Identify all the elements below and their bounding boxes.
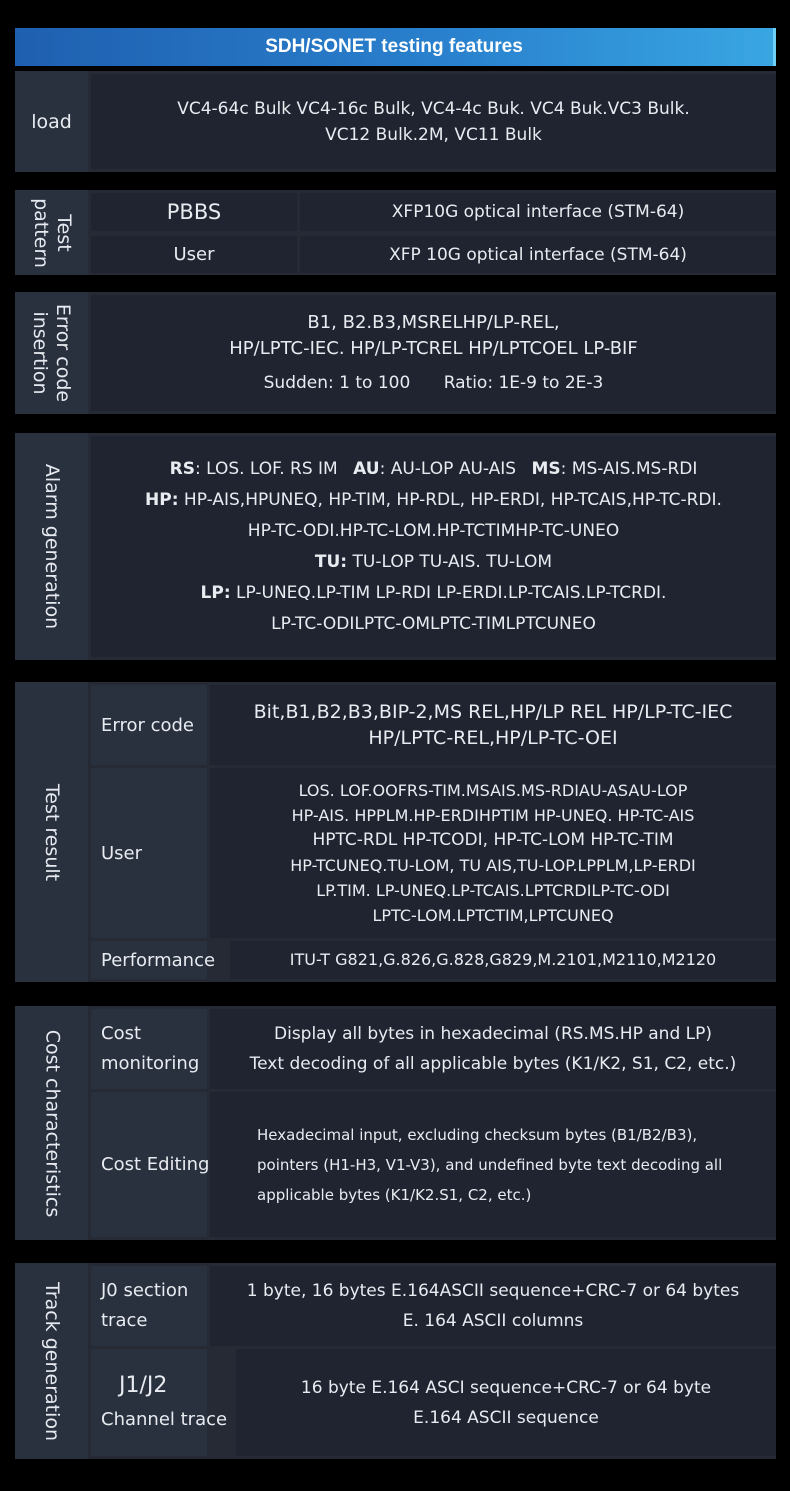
load-label-cell bbox=[15, 71, 88, 172]
cost-name-monitoring: Cost monitoring bbox=[91, 1009, 207, 1089]
sudden-rate: Sudden: 1 to 100 bbox=[263, 373, 411, 393]
alarm-line-rs: RS: LOS. LOF. RS IM AU: AU-LOP AU-AIS MS: MS-AIS.MS-RDI bbox=[169, 458, 698, 479]
error-insertion-content bbox=[91, 295, 776, 411]
alarm-line-lp: LP: LP-UNEQ.LP-TIM LP-RDI LP-ERDI.LP-TCAIS.LP-TCRDI. bbox=[200, 582, 667, 603]
cost-value-monitoring: Display all bytes in hexadecimal (RS.MS.HP and LP) Text decoding of all applicable bytes (K1/K2, S1, C2, etc.) bbox=[210, 1009, 776, 1089]
pattern-value-pbbs: XFP10G optical interface (STM-64) bbox=[300, 193, 776, 231]
cost-label: Cost characteristics bbox=[41, 1029, 64, 1217]
alarm-label-cell bbox=[15, 433, 88, 660]
track-label-cell bbox=[15, 1263, 88, 1459]
ratio-rate: Ratio: 1E-9 to 2E-3 bbox=[443, 373, 604, 393]
result-name-user: User bbox=[91, 768, 207, 938]
error-insertion-line-1: B1, B2.B3,MSRELHP/LP-REL, bbox=[307, 312, 560, 333]
test-result-label: Test result bbox=[41, 783, 63, 881]
page-title: SDH/SONET testing features bbox=[15, 28, 776, 66]
track-label: Track generation bbox=[41, 1281, 63, 1441]
pattern-value-user: XFP 10G optical interface (STM-64) bbox=[300, 236, 776, 273]
track-name-j1: J1/J2 Channel trace bbox=[91, 1349, 207, 1456]
error-insertion-label-cell bbox=[15, 292, 88, 414]
result-value-user: LOS. LOF.OOFRS-TIM.MSAIS.MS-RDIAU-ASAU-LOP HP-AIS. HPPLM.HP-ERDIHPTIM HP-UNEQ. HP-TC-AIS HPTC-RDL HP-TCODI, HP-TC-LOM HP-TC-TIM HP-TCUNEQ.TU-LOM, TU AIS,TU-LOP.LPPLM,LP-ERDI LP.TIM. LP-UNEQ.LP-TCAIS.LPTCRDILP-TC-ODI LPTC-LOM.LPTCTIM,LPTCUNEQ bbox=[210, 768, 776, 938]
alarm-line-tu: TU: TU-LOP TU-AIS. TU-LOM bbox=[314, 551, 553, 572]
alarm-line-hp2: HP-TC-ODI.HP-TC-LOM.HP-TCTIMHP-TC-UNEO bbox=[247, 520, 620, 541]
test-pattern-label: Test pattern bbox=[29, 197, 75, 268]
track-value-j0: 1 byte, 16 bytes E.164ASCII sequence+CRC-7 or 64 bytes E. 164 ASCII columns bbox=[210, 1266, 776, 1346]
alarm-label: Alarm generation bbox=[41, 463, 63, 630]
error-insertion-rates bbox=[264, 370, 604, 396]
cost-label-cell bbox=[15, 1006, 88, 1240]
track-value-j1: 16 byte E.164 ASCI sequence+CRC-7 or 64 byte E.164 ASCII sequence bbox=[236, 1349, 776, 1456]
alarm-line-lp2: LP-TC-ODILPTC-OMLPTC-TIMLPTCUNEO bbox=[271, 613, 596, 634]
cost-value-editing: Hexadecimal input, excluding checksum bytes (B1/B2/B3), pointers (H1-H3, V1-V3), and undefined byte text decoding all applicable bytes (K1/K2.S1, C2, etc.) bbox=[210, 1092, 776, 1237]
result-value-error-code: Bit,B1,B2,B3,BIP-2,MS REL,HP/LP REL HP/LP-TC-IEC HP/LPTC-REL,HP/LP-TC-OEI bbox=[210, 685, 776, 765]
pattern-name-user: User bbox=[91, 236, 297, 273]
result-name-performance: Performance bbox=[91, 941, 207, 979]
test-result-label-cell bbox=[15, 682, 88, 982]
pattern-name-pbbs: PBBS bbox=[91, 193, 297, 231]
result-value-performance: ITU-T G821,G.826,G.828,G829,M.2101,M2110,M2120 bbox=[230, 941, 776, 979]
load-line-2: VC12 Bulk.2M, VC11 Bulk bbox=[325, 124, 542, 145]
load-label: load bbox=[31, 110, 72, 133]
load-content bbox=[91, 74, 776, 169]
error-insertion-label: Error code insertion bbox=[29, 303, 75, 403]
result-name-error-code: Error code bbox=[91, 685, 207, 765]
error-insertion-line-2: HP/LPTC-IEC. HP/LP-TCREL HP/LPTCOEL LP-BIF bbox=[229, 338, 638, 359]
track-name-j0: J0 section trace bbox=[91, 1266, 207, 1346]
load-line-1: VC4-64c Bulk VC4-16c Bulk, VC4-4c Buk. VC4 Buk.VC3 Bulk. bbox=[177, 98, 690, 119]
alarm-line-hp: HP: HP-AIS,HPUNEQ, HP-TIM, HP-RDL, HP-ERDI, HP-TCAIS,HP-TC-RDI. bbox=[145, 489, 722, 510]
cost-name-editing: Cost Editing bbox=[91, 1092, 207, 1237]
alarm-content bbox=[91, 436, 776, 657]
test-pattern-label-cell bbox=[15, 190, 88, 275]
